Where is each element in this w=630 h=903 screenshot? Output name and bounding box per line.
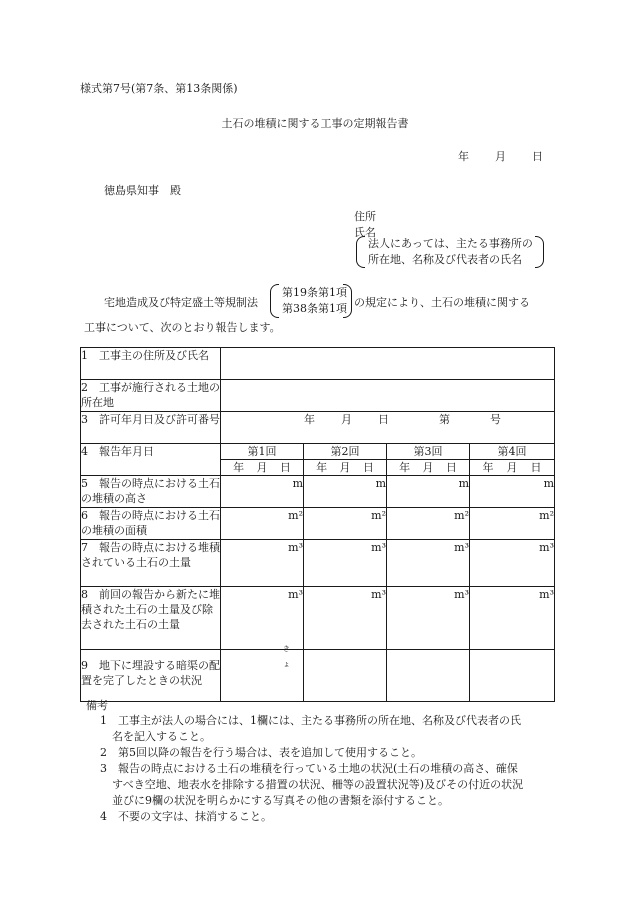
permit-month: 月 bbox=[341, 413, 352, 426]
report-date bbox=[458, 148, 543, 164]
round-2-date[interactable]: 年 月 日 bbox=[304, 460, 387, 476]
round-4-date[interactable]: 年 月 日 bbox=[470, 460, 555, 476]
row5-label: 5 報告の時点における土石の堆積の高さ bbox=[81, 476, 221, 508]
row1-value[interactable] bbox=[221, 348, 555, 380]
culvert-cell[interactable] bbox=[221, 650, 304, 702]
law-article-options bbox=[270, 284, 352, 318]
row1-label: 1 工事主の住所及び氏名 bbox=[81, 348, 221, 380]
added-volume-cell[interactable]: m³ bbox=[387, 587, 470, 650]
area-cell[interactable]: m² bbox=[470, 508, 555, 540]
law-option-1: 第19条第1項 bbox=[282, 286, 347, 299]
note-1b: 名を記入すること。 bbox=[112, 730, 211, 743]
name-label: 氏名 bbox=[354, 226, 376, 239]
notes-heading: 備考 bbox=[86, 699, 108, 712]
height-cell[interactable]: m bbox=[304, 476, 387, 508]
table-row bbox=[81, 412, 555, 444]
corporate-note bbox=[356, 236, 544, 268]
date-year: 年 bbox=[458, 150, 469, 163]
note-4: 4 不要の文字は、抹消すること。 bbox=[100, 810, 272, 823]
document-title: 土石の堆積に関する工事の定期報告書 bbox=[221, 117, 409, 130]
row3-label: 3 許可年月日及び許可番号 bbox=[81, 412, 221, 444]
culvert-cell[interactable] bbox=[304, 650, 387, 702]
corporate-note-line1: 法人にあっては、主たる事務所の bbox=[368, 237, 533, 250]
intro-text-after: の規定により、土石の堆積に関する bbox=[354, 296, 530, 309]
culvert-cell[interactable] bbox=[387, 650, 470, 702]
row8-label: 8 前回の報告から新たに堆積された土石の土量及び除去された土石の土量 bbox=[81, 587, 221, 650]
row4-label: 4 報告年月日 bbox=[81, 444, 221, 476]
right-brace bbox=[343, 284, 352, 318]
added-volume-cell[interactable]: m³ bbox=[304, 587, 387, 650]
addressee: 徳島県知事 殿 bbox=[104, 184, 181, 197]
added-volume-cell[interactable]: m³ bbox=[470, 587, 555, 650]
date-month: 月 bbox=[495, 150, 506, 163]
row3-value[interactable] bbox=[221, 412, 555, 444]
round-3-date[interactable]: 年 月 日 bbox=[387, 460, 470, 476]
permit-year: 年 bbox=[304, 413, 315, 426]
permit-no-prefix: 第 bbox=[439, 413, 450, 426]
area-cell[interactable]: m² bbox=[221, 508, 304, 540]
table-row bbox=[81, 540, 555, 587]
note-3c: 並びに9欄の状況を明らかにする写真その他の書類を添付すること。 bbox=[112, 794, 449, 807]
intro-line2: 工事について、次のとおり報告します。 bbox=[84, 321, 281, 334]
table-row bbox=[81, 587, 555, 650]
corporate-note-line2: 所在地、名称及び代表者の氏名 bbox=[368, 253, 522, 266]
round-1: 第1回 bbox=[221, 444, 304, 460]
permit-no-suffix: 号 bbox=[490, 413, 501, 426]
ruby-kyo: きょ bbox=[283, 645, 290, 668]
added-volume-cell[interactable]: m³ bbox=[221, 587, 304, 650]
table-row bbox=[81, 508, 555, 540]
left-paren bbox=[356, 236, 365, 268]
round-3: 第3回 bbox=[387, 444, 470, 460]
row6-label: 6 報告の時点における土石の堆積の面積 bbox=[81, 508, 221, 540]
row2-value[interactable] bbox=[221, 380, 555, 412]
table-row bbox=[81, 476, 555, 508]
right-paren bbox=[535, 236, 544, 268]
report-table bbox=[80, 347, 555, 702]
height-cell[interactable]: m bbox=[221, 476, 304, 508]
volume-cell[interactable]: m³ bbox=[470, 540, 555, 587]
round-2: 第2回 bbox=[304, 444, 387, 460]
date-day: 日 bbox=[532, 150, 543, 163]
round-1-date[interactable]: 年 月 日 bbox=[221, 460, 304, 476]
table-row bbox=[81, 650, 555, 702]
volume-cell[interactable]: m³ bbox=[304, 540, 387, 587]
row7-label: 7 報告の時点における堆積されている土石の土量 bbox=[81, 540, 221, 587]
row2-label: 2 工事が施行される土地の所在地 bbox=[81, 380, 221, 412]
round-4: 第4回 bbox=[470, 444, 555, 460]
area-cell[interactable]: m² bbox=[387, 508, 470, 540]
intro-text-before: 宅地造成及び特定盛土等規制法 bbox=[104, 296, 258, 309]
area-cell[interactable]: m² bbox=[304, 508, 387, 540]
height-cell[interactable]: m bbox=[387, 476, 470, 508]
permit-day: 日 bbox=[378, 413, 389, 426]
note-1a: 1 工事主が法人の場合には、1欄には、主たる事務所の所在地、名称及び代表者の氏 bbox=[100, 714, 521, 727]
form-number: 様式第7号(第7条、第13条関係) bbox=[80, 82, 238, 95]
volume-cell[interactable]: m³ bbox=[387, 540, 470, 587]
table-row bbox=[81, 444, 555, 460]
note-2: 2 第5回以降の報告を行う場合は、表を追加して使用すること。 bbox=[100, 746, 422, 759]
volume-cell[interactable]: m³ bbox=[221, 540, 304, 587]
height-cell[interactable]: m bbox=[470, 476, 555, 508]
culvert-cell[interactable] bbox=[470, 650, 555, 702]
table-row bbox=[81, 348, 555, 380]
note-3b: すべき空地、地表水を排除する措置の状況、柵等の設置状況等)及びその付近の状況 bbox=[112, 778, 524, 791]
table-row bbox=[81, 380, 555, 412]
law-option-2: 第38条第1項 bbox=[282, 302, 347, 315]
row9-label: きょ 9 地下に埋設する暗渠の配置を完了したときの状況 bbox=[81, 650, 221, 702]
address-label: 住所 bbox=[354, 210, 376, 223]
note-3a: 3 報告の時点における土石の堆積を行っている土地の状況(土石の堆積の高さ、確保 bbox=[100, 762, 518, 775]
left-brace bbox=[270, 284, 279, 318]
